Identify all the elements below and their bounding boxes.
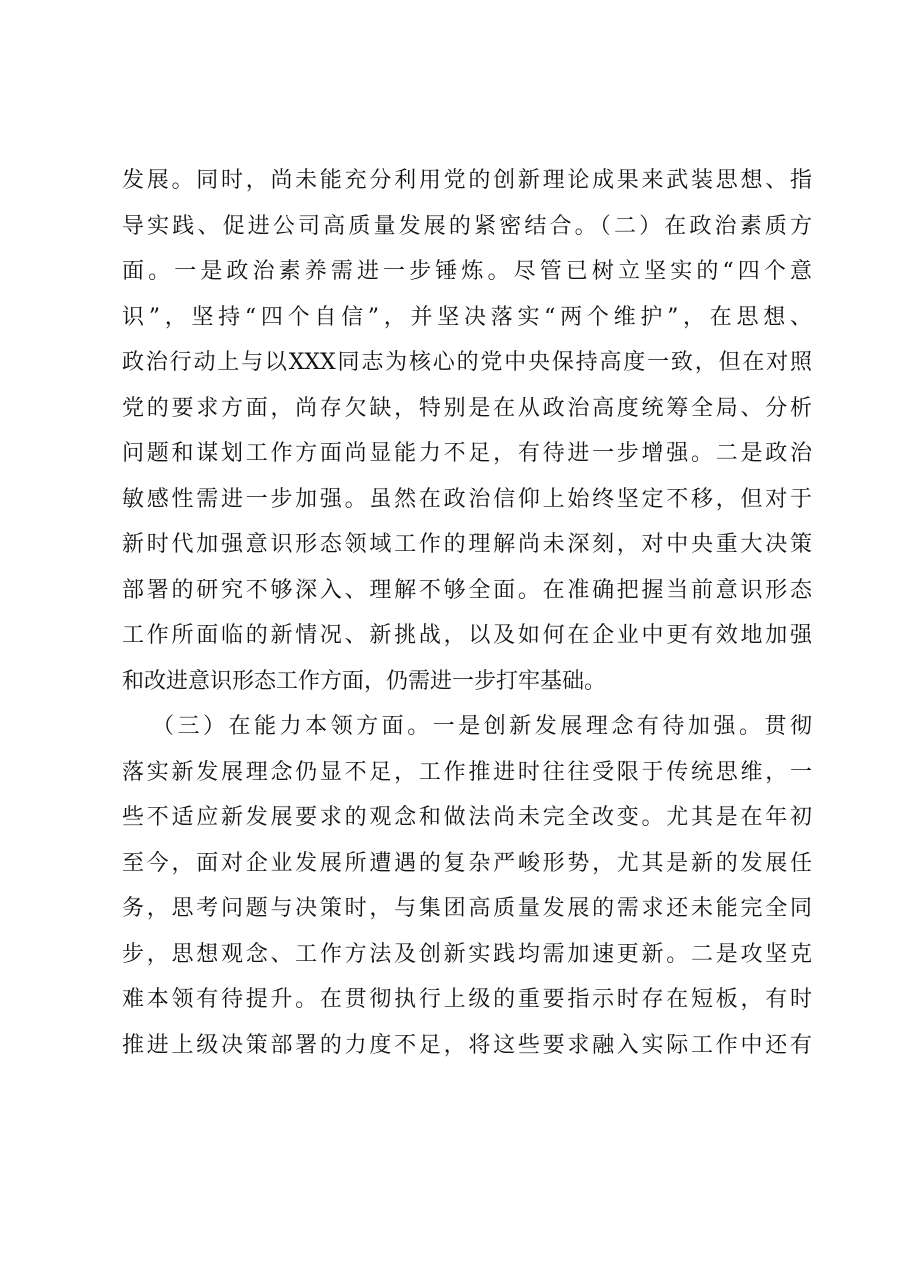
text-line: 问题和谋划工作方面尚显能力不足，有待进一步增强。二是政治: [122, 441, 812, 466]
text-line: 步，思想观念、工作方法及创新实践均需加速更新。二是攻坚克: [122, 941, 812, 967]
text-line: 难本领有待提升。在贯彻执行上级的重要指示时存在短板，有时: [122, 987, 812, 1012]
text-line: 敏感性需进一步加强。虽然在政治信仰上始终坚定不移，但对于: [122, 486, 812, 512]
text-line: 至今，面对企业发展所遭遇的复杂严峻形势，尤其是新的发展任: [122, 850, 812, 876]
paragraph-start-line: （三）在能力本领方面。一是创新发展理念有待加强。贯彻: [152, 714, 812, 739]
text-line: 识”，坚持“四个自信”，并坚决落实“两个维护”，在思想、: [122, 304, 812, 330]
text-line: 务，思考问题与决策时，与集团高质量发展的需求还未能完全同: [122, 896, 812, 921]
text-line: 导实践、促进公司高质量发展的紧密结合。（二）在政治素质方: [122, 213, 812, 239]
text-line: 部署的研究不够深入、理解不够全面。在准确把握当前意识形态: [122, 577, 812, 603]
text-line: 面。一是政治素养需进一步锤炼。尽管已树立坚实的“四个意: [122, 259, 812, 284]
text-line: 发展。同时，尚未能充分利用党的创新理论成果来武装思想、指: [122, 168, 812, 193]
text-line: 工作所面临的新情况、新挑战，以及如何在企业中更有效地加强: [122, 623, 812, 648]
text-line: 政治行动上与以XXX同志为核心的党中央保持高度一致，但在对照: [122, 350, 812, 375]
text-line: 推进上级决策部署的力度不足，将这些要求融入实际工作中还有: [122, 1032, 812, 1058]
text-line: 新时代加强意识形态领域工作的理解尚未深刻，对中央重大决策: [122, 532, 812, 557]
body-text: [122, 158, 812, 1068]
paragraph-end-line: 和改进意识形态工作方面，仍需进一步打牢基础。: [122, 668, 607, 694]
text-line: 落实新发展理念仍显不足，工作推进时往往受限于传统思维，一: [122, 759, 812, 785]
text-line: 些不适应新发展要求的观念和做法尚未完全改变。尤其是在年初: [122, 805, 812, 830]
text-line: 党的要求方面，尚存欠缺，特别是在从政治高度统筹全局、分析: [122, 395, 812, 421]
